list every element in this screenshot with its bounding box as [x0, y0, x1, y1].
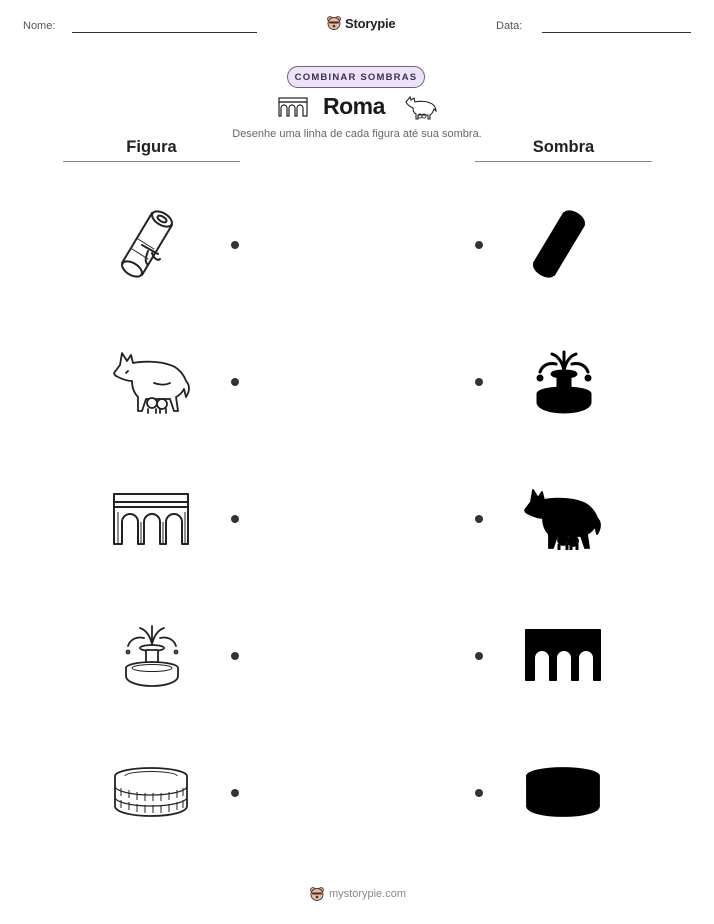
figure-column-title: Figura	[126, 138, 177, 156]
aqueduct-small-icon	[278, 97, 308, 117]
shadow-dot-1[interactable]	[475, 241, 483, 249]
shadow-dot-4[interactable]	[475, 652, 483, 660]
footer-url[interactable]: mystorypie.com	[329, 888, 407, 900]
instruction: Desenhe uma linha de cada figura até sua sombra.	[232, 128, 482, 140]
date-label: Data:	[496, 20, 523, 32]
fountain-icon	[122, 622, 182, 692]
colosseum-icon	[113, 766, 189, 818]
scroll-icon	[118, 205, 182, 285]
name-line[interactable]	[72, 32, 257, 33]
shadow-column-title: Sombra	[532, 138, 595, 156]
wolf-small-icon	[404, 94, 438, 120]
aqueduct-shadow-icon	[524, 628, 602, 682]
shadow-column-line	[475, 161, 652, 162]
colosseum-shadow-icon	[525, 766, 601, 818]
storypie-bear-icon	[326, 15, 342, 31]
wolf-icon	[112, 349, 192, 415]
shadow-dot-3[interactable]	[475, 515, 483, 523]
figure-dot-1[interactable]	[231, 241, 239, 249]
figure-dot-3[interactable]	[231, 515, 239, 523]
date-line[interactable]	[542, 32, 691, 33]
scroll-shadow-icon	[530, 205, 594, 285]
shadow-dot-2[interactable]	[475, 378, 483, 386]
aqueduct-icon	[112, 492, 190, 546]
storypie-bear-icon	[309, 886, 325, 902]
figure-dot-2[interactable]	[231, 378, 239, 386]
name-label: Nome:	[23, 20, 56, 32]
shadow-dot-5[interactable]	[475, 789, 483, 797]
storypie-brand	[326, 13, 395, 33]
title-row	[276, 93, 440, 123]
figure-dot-5[interactable]	[231, 789, 239, 797]
page-title: Roma	[323, 93, 385, 119]
footer	[309, 886, 406, 902]
figure-column-line	[63, 161, 240, 162]
fountain-shadow-icon	[534, 348, 594, 418]
activity-tag: COMBINAR SOMBRAS	[287, 66, 425, 88]
wolf-shadow-icon	[523, 486, 603, 552]
figure-dot-4[interactable]	[231, 652, 239, 660]
brand-name: Storypie	[345, 15, 396, 31]
